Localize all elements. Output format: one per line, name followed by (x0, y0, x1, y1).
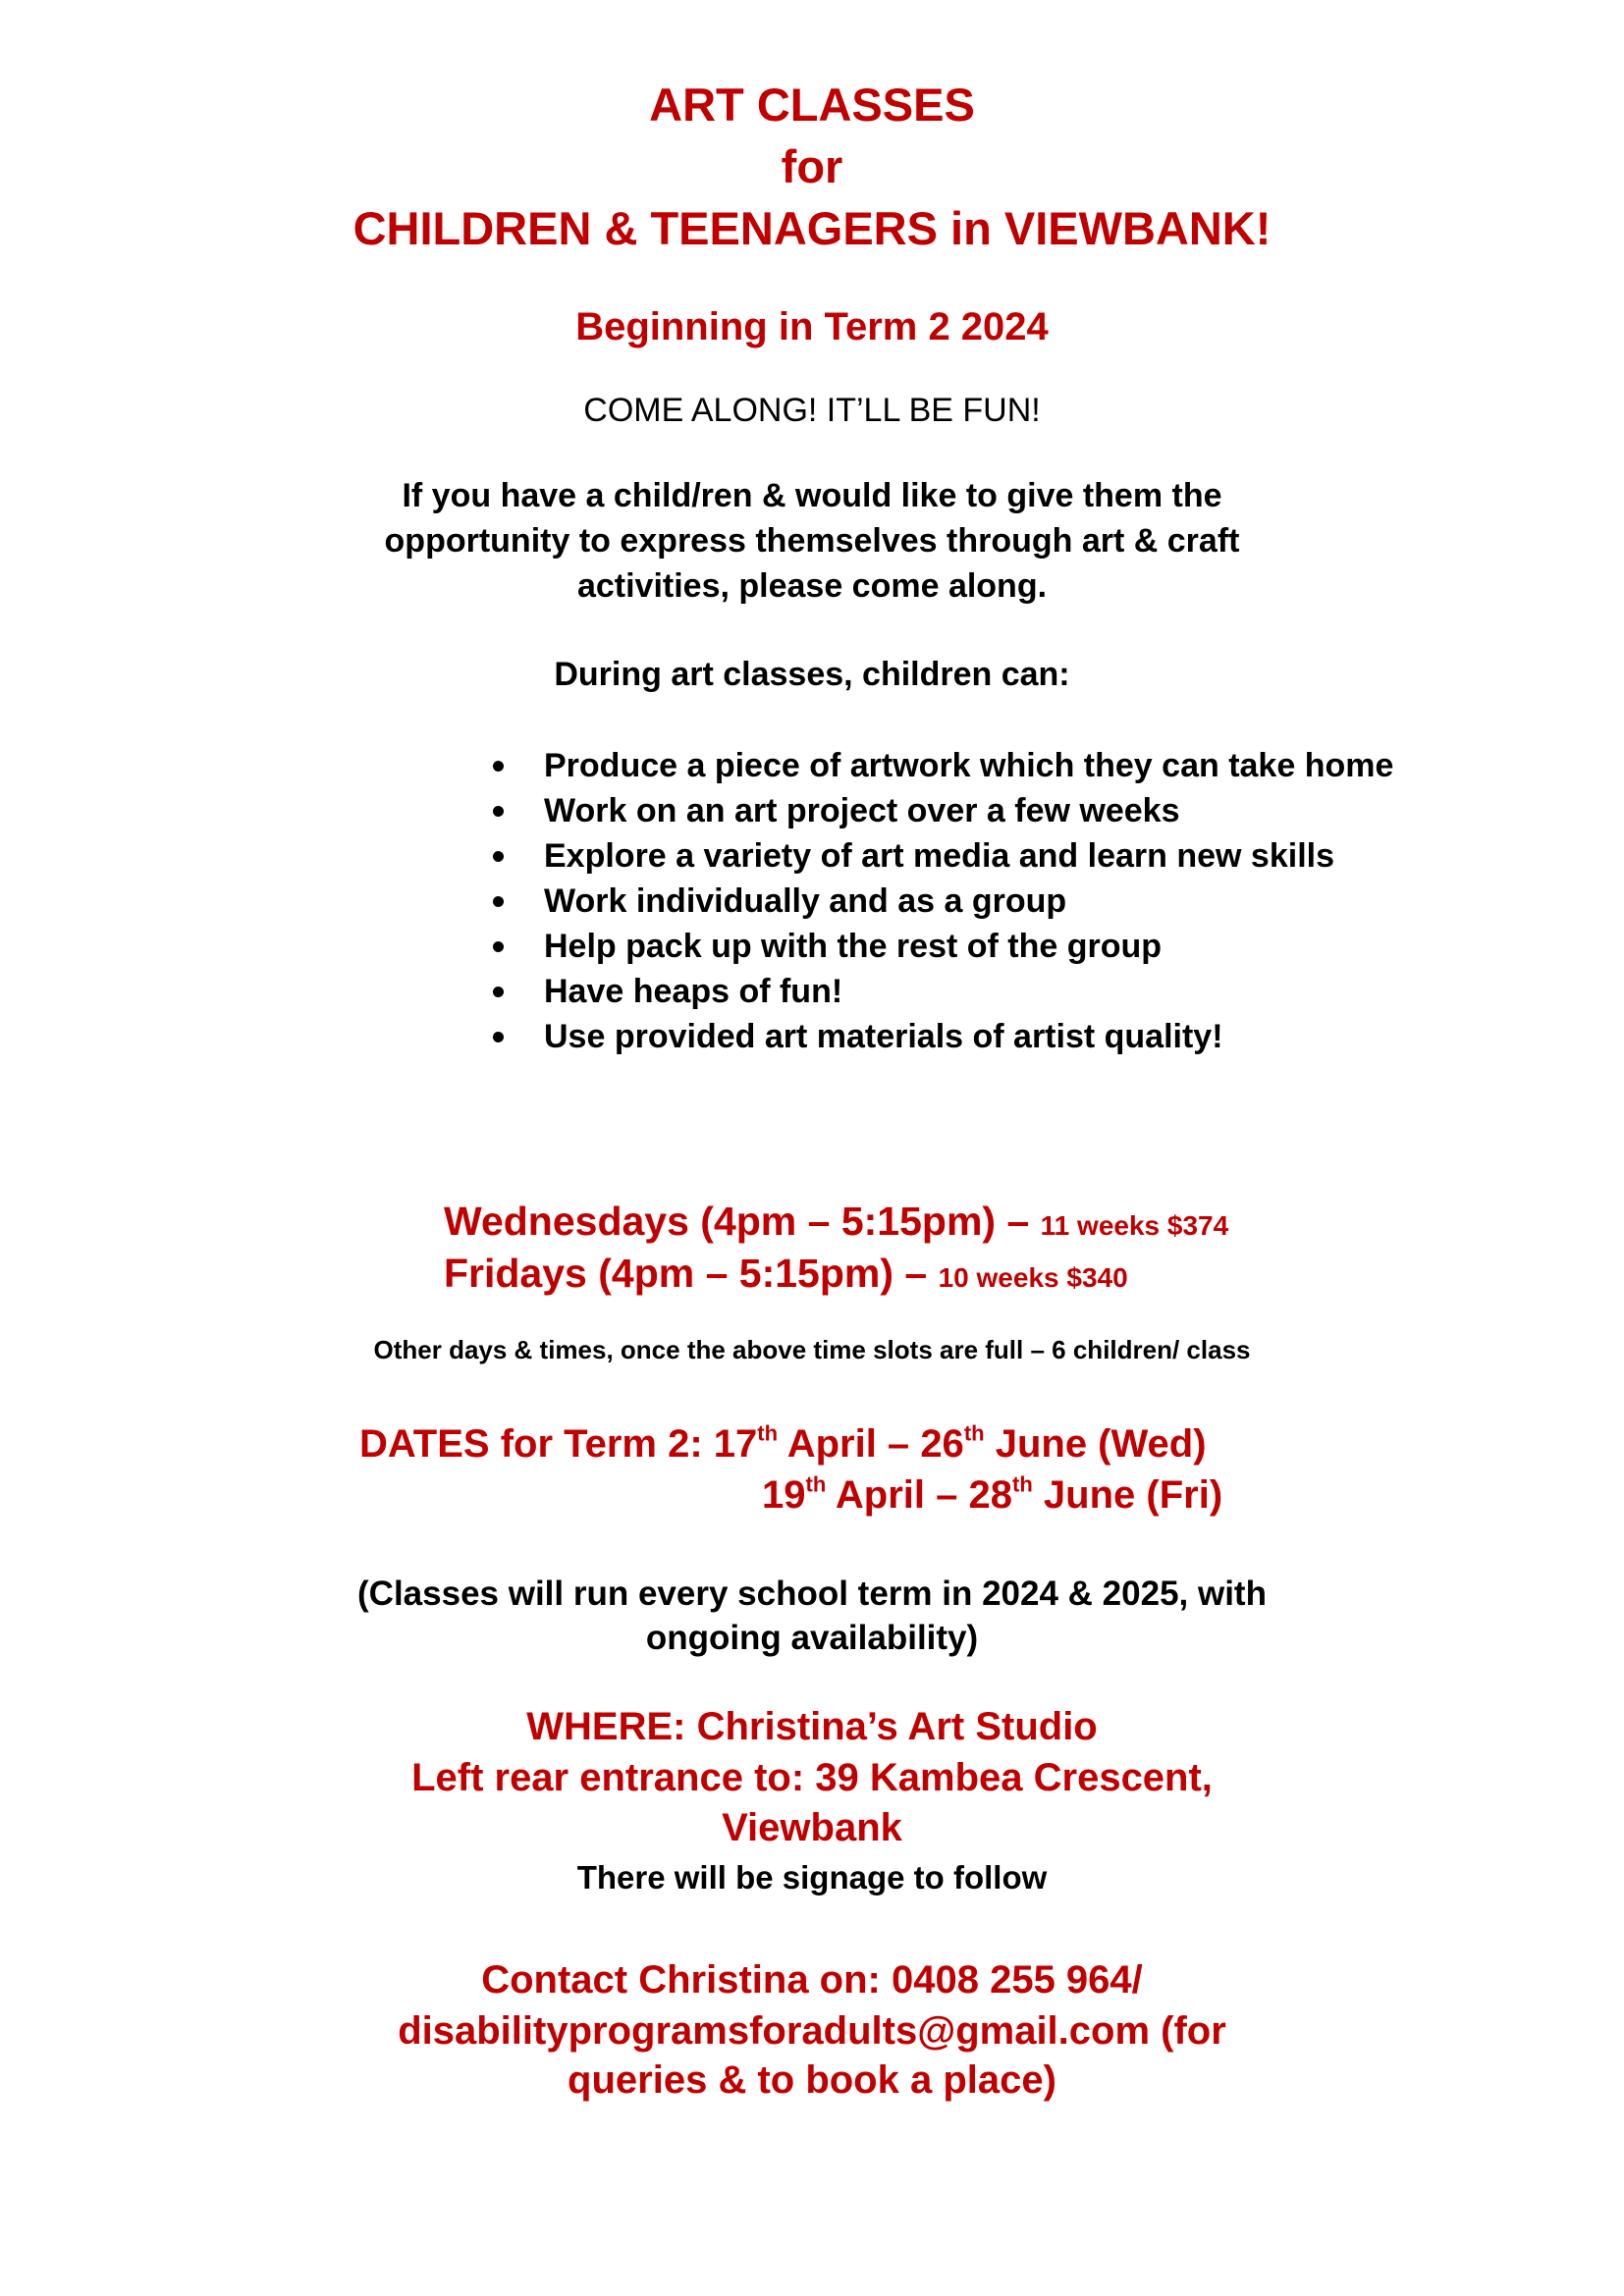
availability-line: ongoing availability) (645, 1619, 979, 1657)
schedule-wednesday (444, 1201, 1228, 1242)
bullet-icon (493, 941, 504, 952)
bullet-icon (493, 761, 504, 772)
title-line-3: CHILDREN & TEENAGERS in VIEWBANK! (352, 202, 1272, 254)
location-address-line-2: Viewbank (722, 1806, 902, 1849)
dates-label: DATES for Term 2: (359, 1422, 703, 1466)
date-end-day: 28 (968, 1473, 1013, 1517)
bullet-icon (493, 896, 504, 907)
intro-paragraph-line: activities, please come along. (576, 567, 1048, 605)
activities-list (491, 743, 1408, 1059)
list-item-text: Work on an art project over a few weeks (544, 792, 1180, 829)
list-item (491, 743, 1408, 788)
title-line-2: for (781, 140, 843, 192)
intro-paragraph-line: opportunity to express themselves through art & craft (384, 522, 1240, 560)
bullet-icon (493, 1032, 504, 1042)
list-item (491, 1014, 1408, 1059)
list-item (491, 969, 1408, 1014)
schedule-friday (444, 1251, 1128, 1296)
subtitle: Beginning in Term 2 2024 (575, 305, 1049, 348)
title-line-1: ART CLASSES (649, 79, 975, 131)
schedule-price: 11 weeks $374 (1040, 1210, 1229, 1241)
date-start-month: April – (786, 1422, 910, 1466)
schedule-price: 10 weeks $340 (938, 1262, 1128, 1293)
location-address-line-1: Left rear entrance to: 39 Kambea Crescent, (411, 1756, 1213, 1799)
list-item-text: Produce a piece of artwork which they can take home (544, 747, 1394, 784)
intro-paragraph-line: If you have a child/ren & would like to give them the (402, 477, 1222, 514)
dates-friday (762, 1471, 1223, 1517)
date-end-day: 26 (920, 1422, 964, 1466)
contact-queries-line: queries & to book a place) (568, 2058, 1056, 2102)
list-item (491, 788, 1408, 833)
list-item-text: Have heaps of fun! (544, 973, 843, 1010)
list-item (491, 833, 1408, 879)
schedule-day-time: Fridays (4pm – 5:15pm) – (444, 1251, 928, 1296)
contact-email-line (0, 2011, 1624, 2051)
contact-email-link[interactable]: disabilityprogramsforadults@gmail.com (398, 2009, 1151, 2053)
date-start-month: April – (835, 1473, 958, 1517)
list-item-text: Use provided art materials of artist quality! (544, 1018, 1223, 1055)
list-item-text: Help pack up with the rest of the group (544, 928, 1163, 965)
bullet-icon (493, 806, 504, 817)
date-end-rest: June (Fri) (1043, 1473, 1223, 1517)
list-heading: During art classes, children can: (554, 656, 1070, 693)
location-where: WHERE: Christina’s Art Studio (526, 1705, 1098, 1748)
date-end-rest: June (Wed) (995, 1422, 1207, 1466)
schedule-day-time: Wednesdays (4pm – 5:15pm) – (444, 1199, 1030, 1244)
list-item-text: Explore a variety of art media and learn new skills (544, 837, 1334, 875)
date-start-suffix: th (805, 1471, 827, 1497)
other-days-note: Other days & times, once the above time slots are full – 6 children/ class (373, 1335, 1251, 1364)
dates-wednesday (359, 1420, 1207, 1466)
signage-note: There will be signage to follow (576, 1859, 1048, 1896)
contact-email-suffix: (for (1150, 2009, 1226, 2053)
list-item-text: Work individually and as a group (544, 882, 1067, 920)
bullet-icon (493, 987, 504, 997)
date-end-suffix: th (963, 1420, 985, 1446)
bullet-icon (493, 851, 504, 862)
list-item (491, 879, 1408, 924)
date-start-day: 19 (762, 1473, 806, 1517)
tagline: COME ALONG! IT’LL BE FUN! (583, 392, 1041, 429)
date-start-day: 17 (713, 1422, 758, 1466)
list-item (491, 924, 1408, 969)
date-start-suffix: th (757, 1420, 779, 1446)
contact-phone-line: Contact Christina on: 0408 255 964/ (481, 1958, 1143, 2002)
availability-line: (Classes will run every school term in 2024 & 2025, with (357, 1575, 1267, 1613)
date-end-suffix: th (1012, 1471, 1033, 1497)
